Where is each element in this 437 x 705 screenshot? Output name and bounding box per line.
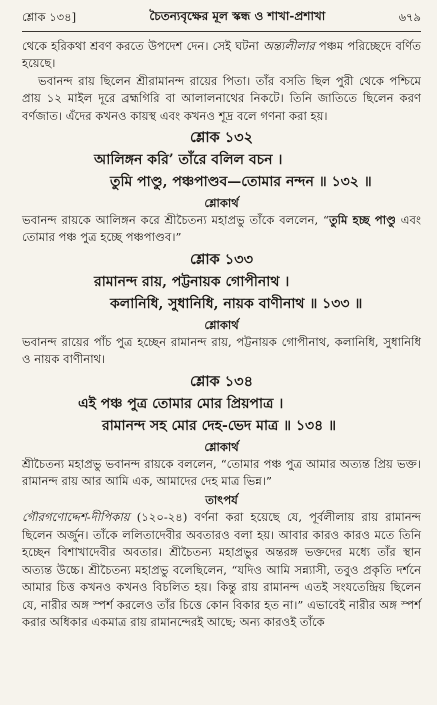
verse-134-translation-heading: শ্লোকার্থ — [204, 439, 239, 454]
running-header — [22, 8, 421, 28]
verse-134-translation: শ্রীচৈতন্য মহাপ্রভু ভবানন্দ রায়কে বললেন, “তোমার পঞ্চ পুত্র আমার অত্যন্ত প্রিয় ভক্ত। রামানন্দ রায় আর আমি এক, আমাদের দেহ মাত্র ভিন্ন।” — [22, 456, 421, 489]
intro-text-a: থেকে হরিকথা শ্রবণ করতে উপদেশ দেন। সেই ঘটনা — [22, 39, 264, 53]
verse-132-title: শ্লোক ১৩২ — [189, 129, 253, 147]
verse-132-translation-heading: শ্লোকার্থ — [204, 196, 239, 211]
purport-heading: তাৎপর্য — [205, 493, 238, 508]
purport-text: (১২০-২৪) বর্ণনা করা হয়েছে যে, পূর্বলীলায় রায় রামানন্দ ছিলেন অর্জুন। তাঁকে ললিতাদেবীর অবতারও বলা হয়। আবার কারও কারও মতে তিনি হচ্ছেন বিশাখাদেবীর অবতার। শ্রীচৈতন্য মহাপ্রভুর অন্তরঙ্গ ভক্তদের মধ্যে তাঁর স্থান অত্যন্ত উচ্চে। শ্রীচৈতন্য মহাপ্রভু বলেছিলেন, “যদিও আমি সন্ন্যাসী, তবুও প্রকৃতি দর্শনে আমার চিত্ত কখনও কখনও বিচলিত হয়। কিন্তু রায় রামানন্দ এতই সংযতেন্দ্রিয় ছিলেন যে, নারীর অঙ্গ স্পর্শ করলেও তাঁর চিত্তে কোন বিকার হত না।” এভাবেই নারীর অঙ্গ স্পর্শ করার অধিকার একমাত্র রায় রামানন্দেরই আছে; অন্য কারওই তাঁকে — [22, 510, 421, 629]
intro-book-reference: অন্ত্যলীলার — [263, 39, 315, 53]
intro-text-c: পঞ্চম পরিচ্ছেদে বর্ণিত হয়েছে। — [22, 39, 421, 71]
header-chapter-title: চৈতন্যবৃক্ষের মূল স্কন্ধ ও শাখা-প্রশাখা — [149, 9, 326, 23]
verse-133-line-2: কলানিধি, সুধানিধি, নায়ক বাণীনাথ ॥ ১৩৩ ॥ — [110, 295, 363, 312]
verse-134-line-1: এই পঞ্চ পুত্র তোমার মোর প্রিয়পাত্র । — [78, 395, 284, 412]
page-number: ৬৭৯ — [398, 9, 421, 24]
page-content — [22, 38, 421, 631]
translation-132-text-c: এবং তোমার পঞ্চ পুত্র হচ্ছে পঞ্চপাণ্ডব।” — [22, 213, 421, 245]
translation-132-text-a: ভবানন্দ রায়কে আলিঙ্গন করে শ্রীচৈতন্য মহাপ্রভু তাঁকে বললেন, “ — [22, 213, 329, 228]
verse-133-line-1: রামানন্দ রায়, পট্টনায়ক গোপীনাথ । — [94, 273, 290, 290]
intro-paragraph-1 — [22, 38, 421, 73]
verse-134-title: শ্লোক ১৩৪ — [190, 372, 253, 390]
verse-132-line-2: তুমি পাণ্ডু, পঞ্চপাণ্ডব—তোমার নন্দন ॥ ১৩২ ॥ — [110, 174, 372, 191]
verse-134-line-2: রামানন্দ সহ মোর দেহ-ভেদ মাত্র ॥ ১৩৪ ॥ — [102, 417, 337, 434]
verse-132-translation — [22, 212, 421, 247]
header-section-label: শ্লোক ১৩৪] — [22, 9, 77, 24]
purport-paragraph — [22, 509, 421, 631]
header-rule — [22, 31, 421, 32]
intro-paragraph-2: ভবানন্দ রায় ছিলেন শ্রীরামানন্দ রায়ের পিতা। তাঁর বসতি ছিল পুরী থেকে পশ্চিমে প্রায় ১২ মাইল দূরে ব্রহ্মগিরি বা আলালনাথের নিকটে। তিনি জাতিতে ছিলেন করণ বর্ণজাত। এঁদের কখনও কায়স্থ এবং কখনও শূদ্র বলে গণনা করা হয়। — [22, 73, 421, 123]
purport-book-reference: গৌরগণোদ্দেশ-দীপিকায় — [22, 510, 130, 525]
verse-133-translation-heading: শ্লোকার্থ — [204, 317, 239, 332]
translation-132-emphasis: তুমি হচ্ছ পাণ্ডু — [328, 213, 396, 228]
verse-132-line-1: আলিঙ্গন করি’ তাঁরে বলিল বচন । — [94, 152, 283, 169]
verse-133-translation: ভবানন্দ রায়ের পাঁচ পুত্র হচ্ছেন রামানন্দ রায়, পট্টনায়ক গোপীনাথ, কলানিধি, সুধানিধি ও নায়ক বাণীনাথ। — [22, 334, 421, 367]
verse-133-title: শ্লোক ১৩৩ — [189, 250, 253, 268]
